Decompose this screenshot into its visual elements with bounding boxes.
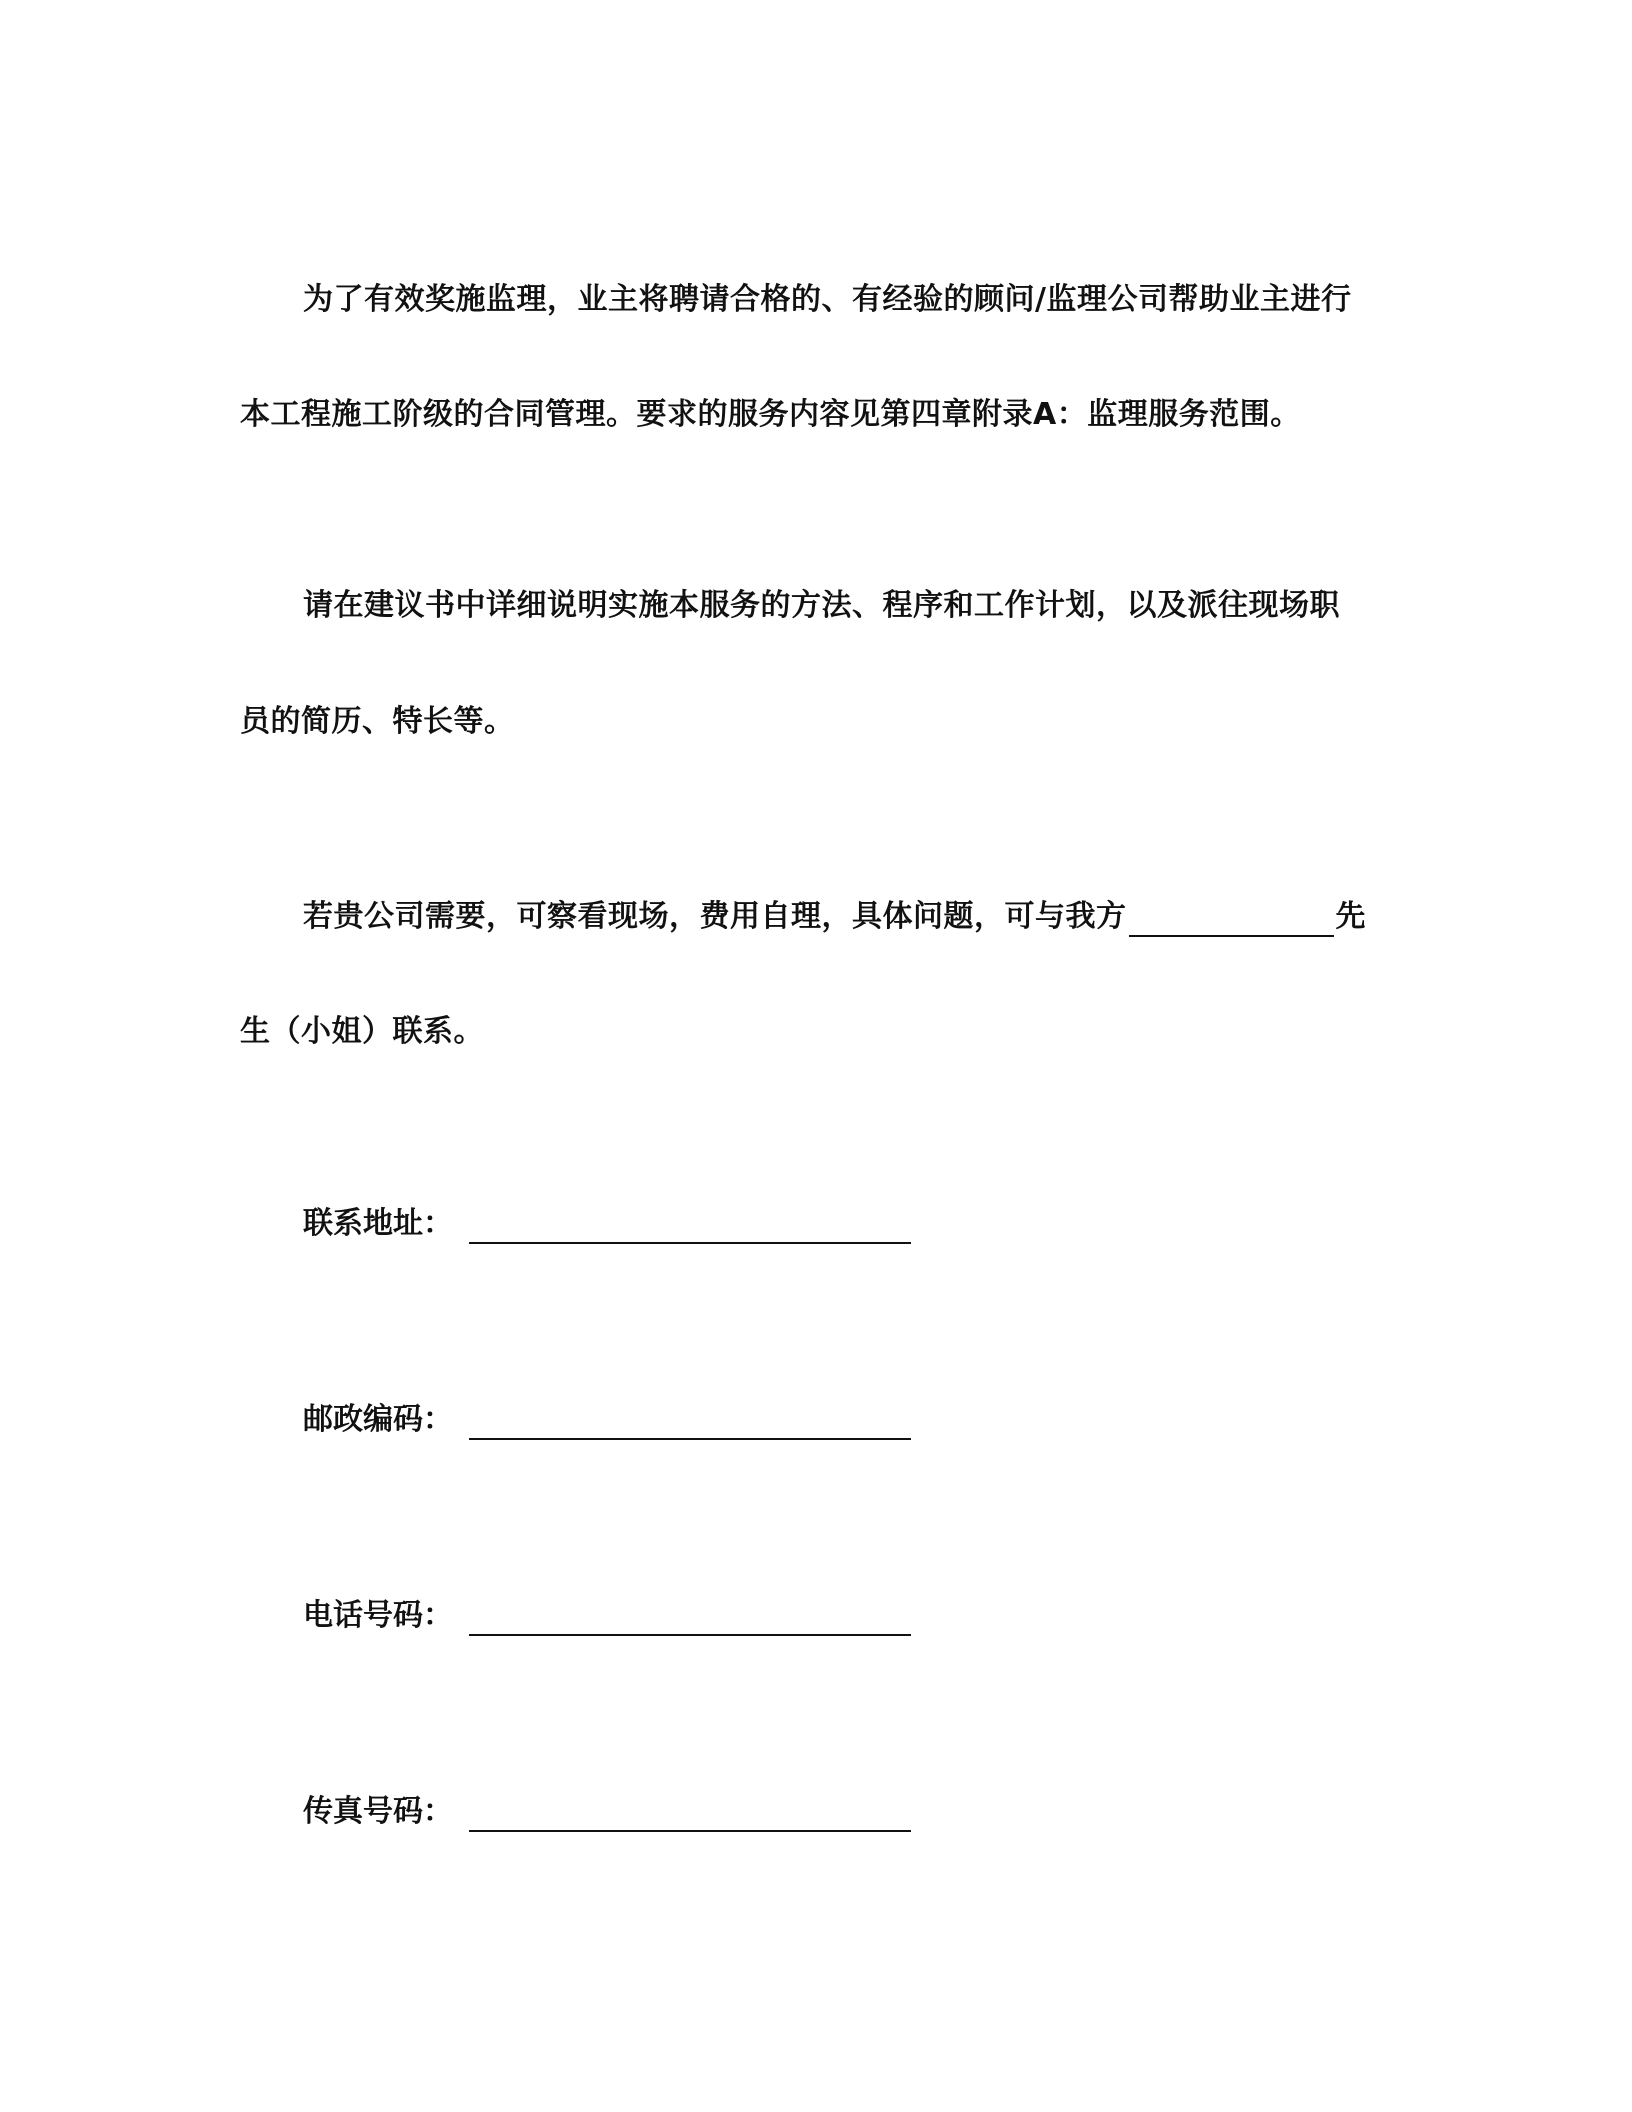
address-blank[interactable] [469,1206,911,1244]
postcode-blank[interactable] [469,1402,911,1440]
phone-label: 电话号码： [303,1598,453,1633]
fax-field-row [303,1792,911,1832]
paragraph-3-text-before: 若贵公司需要，可察看现场，费用自理，具体问题，可与我方 [303,899,1127,934]
address-field-row [303,1204,911,1244]
fax-label: 传真号码： [303,1794,453,1829]
postcode-field-row [303,1400,911,1440]
paragraph-1-line-1: 为了有效奖施监理，业主将聘请合格的、有经验的顾问/监理公司帮助业主进行 [303,282,1352,317]
phone-field-row [303,1596,911,1636]
paragraph-2-line-2: 员的简历、特长等。 [240,704,515,739]
contact-person-blank[interactable] [1129,903,1334,937]
paragraph-2-line-1: 请在建议书中详细说明实施本服务的方法、程序和工作计划，以及派往现场职 [303,588,1340,623]
paragraph-3-text-after: 先 [1335,899,1366,934]
address-label: 联系地址： [303,1206,453,1241]
paragraph-3-line-1 [303,897,1366,937]
phone-blank[interactable] [469,1598,911,1636]
postcode-label: 邮政编码： [303,1402,453,1437]
paragraph-1-line-2: 本工程施工阶级的合同管理。要求的服务内容见第四章附录A：监理服务范围。 [240,397,1301,432]
paragraph-3-line-2: 生（小姐）联系。 [240,1014,484,1049]
fax-blank[interactable] [469,1794,911,1832]
